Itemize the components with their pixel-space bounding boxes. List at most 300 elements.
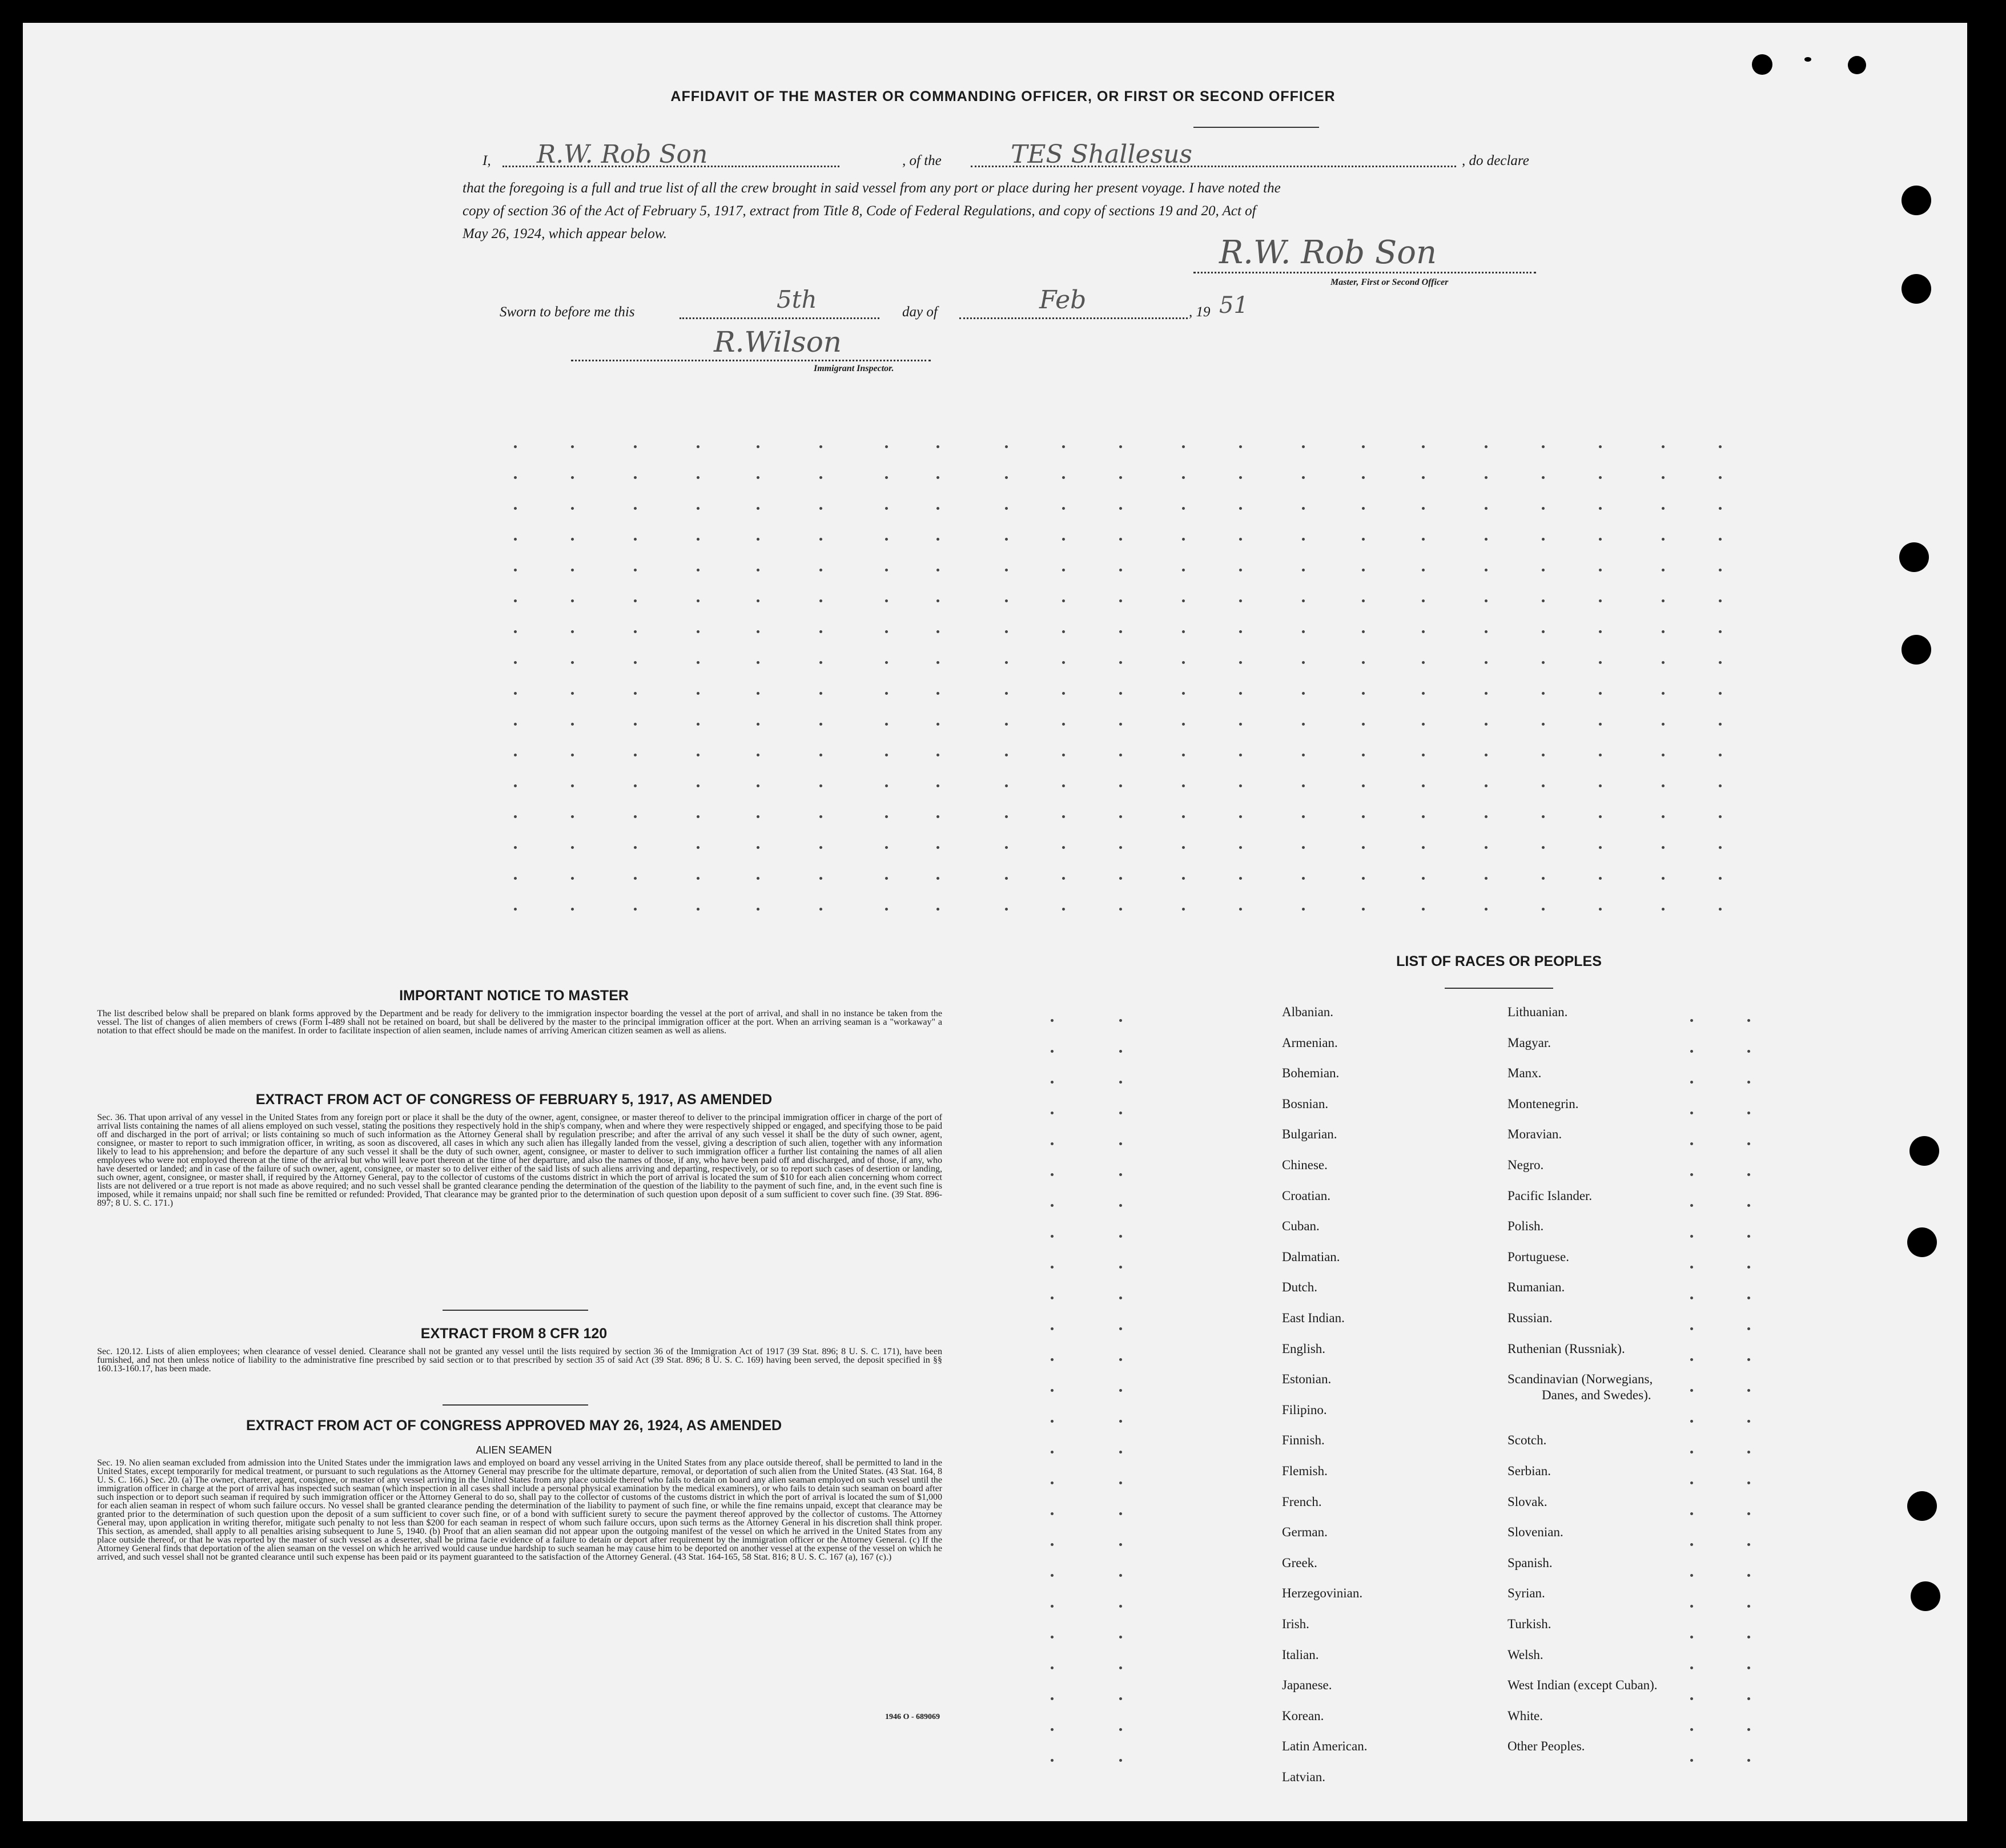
grid-dot — [1719, 908, 1722, 911]
grid-dot — [1690, 1759, 1693, 1762]
grid-dot — [1119, 1358, 1122, 1361]
grid-dot — [936, 877, 939, 880]
grid-dot — [1719, 877, 1722, 880]
grid-dot — [1119, 1543, 1122, 1546]
grid-dot — [1051, 1358, 1054, 1361]
grid-dot — [1062, 784, 1065, 787]
grid-dot — [1051, 1481, 1054, 1484]
grid-dot — [634, 599, 637, 602]
grid-dot — [571, 846, 574, 849]
grid-dot — [1599, 538, 1602, 541]
grid-dot — [514, 877, 517, 880]
races-title: LIST OF RACES OR PEOPLES — [1396, 953, 1602, 969]
master-signature-caption: Master, First or Second Officer — [1330, 277, 1449, 287]
grid-dot — [1182, 877, 1185, 880]
grid-dot — [1119, 1481, 1122, 1484]
grid-dot — [1747, 1235, 1750, 1238]
grid-dot — [1362, 569, 1365, 571]
grid-dot — [1485, 815, 1488, 818]
grid-dot — [1302, 784, 1305, 787]
grid-dot — [634, 538, 637, 541]
grid-dot — [1005, 476, 1008, 479]
race-item: Scotch. — [1507, 1433, 1547, 1448]
grid-dot — [1051, 1697, 1054, 1700]
extract-1924-text: Sec. 19. No alien seaman excluded from admission into the United States under the immigration laws and employed on board any vessel arriving in the United States from any place outside thereof, shall be permitted to land in the United States, except temporarily for medical treatment, or pursuant to such regulations as the Attorney General may prescribe for the ultimate departure, removal, or deportation of such alien from the United States. (43 Stat. 164, 8 U. S. C. 166.) Sec. 20. (a) The owner, charterer, agent, consignee, or master of any vessel arriving in the United States from any place outside thereof who fails to detain on board any alien seaman employed on such vessel until the immigration officer in charge at the port of arrival has inspected such seaman (which inspection in all cases shall include a personal physical examination by the medical examiners), or who fails to detain such seaman on board after such inspection or to deport such seaman if required by such immigration officer or the Attorney General to do so, shall pay to the collector of customs of the customs district in which the port of arrival is located the sum of $1,000 for each alien seaman in respect of whom such failure occurs. No vessel shall be granted clearance pending the determination of the liability to payment of such fine, or while the fine remains unpaid, except that clearance may be granted prior to the determination of such question upon the deposit of a sum sufficient to cover such fine, or of a bond with sufficient surety to secure the payment thereof approved by the collector of customs. The Attorney General may, upon application in writing therefor, mitigate such penalty to not less than $200 for each seaman in respect of whom such failure occurs, upon such terms as the Attorney General in his discretion shall think proper. This section, as amended, shall apply to all penalties arising subsequent to June 5, 1940. (b) Proof that an alien seaman did not appear upon the outgoing manifest of the vessel on which he arrived in the United States from any place outside thereof, or that he was reported by the master of such vessel as a deserter, shall be prima facie evidence of a failure to detain or deport after requirement by the immigration officer or the Attorney General. (c) If the Attorney General finds that deportation of the alien seaman on the vessel on which he arrived would cause undue hardship to such seaman he may cause him to be deported on another vessel at the expense of the vessel on which he arrived, and such vessel shall not be granted clearance until such expense has been paid or its payment guaranteed to the satisfaction of the Attorney General. (43 Stat. 164-165, 58 Stat. 816; 8 U. S. C. 167 (a), 167 (c).) — [97, 1458, 942, 1562]
grid-dot — [697, 815, 700, 818]
grid-dot — [819, 846, 822, 849]
grid-dot — [1422, 661, 1425, 664]
day-of-label: day of — [902, 304, 938, 320]
grid-dot — [1062, 661, 1065, 664]
grid-dot — [514, 754, 517, 756]
grid-dot — [819, 538, 822, 541]
grid-dot — [885, 445, 888, 448]
grid-dot — [1485, 445, 1488, 448]
grid-dot — [1719, 569, 1722, 571]
race-item: Montenegrin. — [1507, 1096, 1579, 1111]
grid-dot — [1599, 877, 1602, 880]
grid-dot — [1362, 877, 1365, 880]
grid-dot — [697, 476, 700, 479]
grid-dot — [1485, 538, 1488, 541]
race-item: Lithuanian. — [1507, 1005, 1568, 1019]
grid-dot — [1119, 661, 1122, 664]
grid-dot — [1051, 1759, 1054, 1762]
grid-dot — [1599, 445, 1602, 448]
grid-dot — [1062, 599, 1065, 602]
grid-dot — [757, 445, 759, 448]
grid-dot — [1302, 630, 1305, 633]
grid-dot — [1062, 630, 1065, 633]
grid-dot — [1662, 569, 1665, 571]
grid-dot — [1485, 754, 1488, 756]
grid-dot — [1182, 723, 1185, 726]
grid-dot — [1005, 815, 1008, 818]
separator — [443, 1404, 588, 1406]
grid-dot — [697, 846, 700, 849]
grid-dot — [697, 754, 700, 756]
grid-dot — [885, 754, 888, 756]
race-item: Russian. — [1507, 1311, 1553, 1325]
race-item: Bohemian. — [1282, 1066, 1340, 1081]
grid-dot — [1119, 1327, 1122, 1330]
grid-dot — [885, 877, 888, 880]
grid-dot — [1182, 569, 1185, 571]
grid-dot — [1239, 538, 1242, 541]
grid-dot — [936, 445, 939, 448]
grid-dot — [1362, 723, 1365, 726]
grid-dot — [634, 507, 637, 510]
grid-dot — [936, 846, 939, 849]
race-item: Korean. — [1282, 1708, 1324, 1723]
grid-dot — [1422, 692, 1425, 695]
grid-dot — [1747, 1204, 1750, 1207]
grid-dot — [571, 630, 574, 633]
grid-dot — [1485, 569, 1488, 571]
grid-dot — [1302, 445, 1305, 448]
grid-dot — [697, 877, 700, 880]
grid-dot — [1005, 754, 1008, 756]
punch-hole — [1907, 1227, 1937, 1257]
grid-dot — [1051, 1297, 1054, 1299]
grid-dot — [1719, 754, 1722, 756]
grid-dot — [1119, 723, 1122, 726]
grid-dot — [1747, 1636, 1750, 1638]
grid-dot — [1302, 476, 1305, 479]
grid-dot — [1542, 569, 1545, 571]
master-signature: R.W. Rob Son — [1219, 234, 1437, 271]
grid-dot — [1690, 1636, 1693, 1638]
grid-dot — [936, 569, 939, 571]
race-item: Flemish. — [1282, 1464, 1328, 1478]
grid-dot — [1747, 1358, 1750, 1361]
extract-1924-subtitle: ALIEN SEAMEN — [476, 1444, 552, 1456]
race-item: White. — [1507, 1708, 1543, 1723]
grid-dot — [571, 723, 574, 726]
grid-dot — [1182, 661, 1185, 664]
grid-dot — [1690, 1142, 1693, 1145]
grid-dot — [1119, 1697, 1122, 1700]
race-item: Pacific Islander. — [1507, 1188, 1593, 1203]
grid-dot — [1599, 476, 1602, 479]
grid-dot — [1119, 538, 1122, 541]
grid-dot — [571, 538, 574, 541]
grid-dot — [1051, 1636, 1054, 1638]
grid-dot — [936, 692, 939, 695]
grid-dot — [819, 661, 822, 664]
grid-dot — [571, 661, 574, 664]
grid-dot — [885, 908, 888, 911]
grid-dot — [571, 569, 574, 571]
grid-dot — [634, 692, 637, 695]
grid-dot — [634, 877, 637, 880]
grid-dot — [885, 630, 888, 633]
grid-dot — [757, 661, 759, 664]
grid-dot — [1747, 1728, 1750, 1731]
grid-dot — [936, 784, 939, 787]
grid-dot — [1422, 784, 1425, 787]
grid-dot — [571, 754, 574, 756]
grid-dot — [634, 723, 637, 726]
grid-dot — [514, 538, 517, 541]
grid-dot — [1422, 723, 1425, 726]
grid-dot — [1422, 599, 1425, 602]
grid-dot — [1119, 1081, 1122, 1084]
grid-dot — [1690, 1297, 1693, 1299]
grid-dot — [697, 692, 700, 695]
year-handwriting: 51 — [1219, 292, 1248, 319]
race-item: Finnish. — [1282, 1433, 1325, 1448]
grid-dot — [757, 784, 759, 787]
grid-dot — [1119, 1636, 1122, 1638]
grid-dot — [1119, 1173, 1122, 1176]
grid-dot — [1239, 445, 1242, 448]
grid-dot — [1662, 784, 1665, 787]
grid-dot — [1005, 507, 1008, 510]
grid-dot — [885, 723, 888, 726]
grid-dot — [697, 630, 700, 633]
race-item: Ruthenian (Russniak). — [1507, 1341, 1625, 1356]
grid-dot — [1051, 1728, 1054, 1731]
grid-dot — [1005, 908, 1008, 911]
grid-dot — [757, 723, 759, 726]
grid-dot — [1690, 1173, 1693, 1176]
grid-dot — [1239, 507, 1242, 510]
grid-dot — [1302, 538, 1305, 541]
grid-dot — [1542, 538, 1545, 541]
grid-dot — [1119, 1389, 1122, 1392]
grid-dot — [1239, 815, 1242, 818]
grid-dot — [1302, 661, 1305, 664]
grid-dot — [1747, 1605, 1750, 1608]
grid-dot — [1119, 1574, 1122, 1577]
grid-dot — [514, 569, 517, 571]
punch-hole — [1902, 274, 1931, 304]
punch-hole — [1902, 186, 1931, 215]
grid-dot — [1719, 815, 1722, 818]
grid-dot — [1005, 630, 1008, 633]
grid-dot — [1182, 692, 1185, 695]
grid-dot — [1062, 476, 1065, 479]
grid-dot — [936, 630, 939, 633]
grid-dot — [1747, 1389, 1750, 1392]
grid-dot — [1051, 1019, 1054, 1022]
punch-hole — [1907, 1491, 1937, 1521]
grid-dot — [1182, 815, 1185, 818]
grid-dot — [1062, 692, 1065, 695]
grid-dot — [1051, 1543, 1054, 1546]
race-item: West Indian (except Cuban). — [1507, 1678, 1658, 1693]
do-declare-label: , do declare — [1462, 153, 1529, 168]
grid-dot — [634, 476, 637, 479]
grid-dot — [1719, 599, 1722, 602]
grid-dot — [1005, 569, 1008, 571]
grid-dot — [819, 445, 822, 448]
grid-dot — [1599, 569, 1602, 571]
grid-dot — [697, 569, 700, 571]
grid-dot — [885, 507, 888, 510]
grid-dot — [634, 445, 637, 448]
grid-dot — [1747, 1266, 1750, 1269]
grid-dot — [1302, 815, 1305, 818]
grid-dot — [1747, 1050, 1750, 1053]
grid-dot — [1542, 476, 1545, 479]
grid-dot — [1239, 754, 1242, 756]
grid-dot — [1747, 1019, 1750, 1022]
grid-dot — [757, 507, 759, 510]
grid-dot — [1119, 507, 1122, 510]
grid-dot — [1119, 1420, 1122, 1423]
year-prefix: , 19 — [1189, 304, 1211, 320]
grid-dot — [1690, 1420, 1693, 1423]
grid-dot — [1362, 476, 1365, 479]
grid-dot — [1051, 1451, 1054, 1454]
grid-dot — [1362, 784, 1365, 787]
race-item: Albanian. — [1282, 1005, 1334, 1019]
grid-dot — [1062, 846, 1065, 849]
grid-dot — [819, 815, 822, 818]
race-item: Japanese. — [1282, 1678, 1332, 1693]
declaration-line-2: copy of section 36 of the Act of February 5, 1917, extract from Title 8, Code of Federal Regulations, and copy of sections 19 and 20, Act of — [463, 203, 1256, 219]
grid-dot — [1182, 908, 1185, 911]
grid-dot — [757, 599, 759, 602]
grid-dot — [1690, 1728, 1693, 1731]
grid-dot — [634, 815, 637, 818]
grid-dot — [1542, 877, 1545, 880]
grid-dot — [1239, 784, 1242, 787]
grid-dot — [757, 754, 759, 756]
grid-dot — [1062, 908, 1065, 911]
grid-dot — [571, 784, 574, 787]
grid-dot — [1422, 877, 1425, 880]
grid-dot — [1239, 846, 1242, 849]
grid-dot — [514, 661, 517, 664]
grid-dot — [1662, 846, 1665, 849]
punch-hole — [1848, 56, 1866, 74]
grid-dot — [1119, 569, 1122, 571]
grid-dot — [1747, 1142, 1750, 1145]
grid-dot — [1362, 754, 1365, 756]
grid-dot — [819, 599, 822, 602]
race-item: Dalmatian. — [1282, 1249, 1340, 1264]
grid-dot — [514, 692, 517, 695]
print-code: 1946 O - 689069 — [885, 1713, 940, 1721]
grid-dot — [1599, 661, 1602, 664]
extract-cfr-text: Sec. 120.12. Lists of alien employees; when clearance of vessel denied. Clearance shall not be granted any vessel until the lists required by section 36 of the Immigration Act of 1917 (39 Stat. 896; 8 U. S. C. 171), have been furnished, and not then unless notice of liability to the administrative fine prescribed by said section or to that prescribed by section 35 of said Act (39 Stat. 896; 8 U. S. C. 169) having been served, the deposit specified in §§ 160.13-160.17, has been made. — [97, 1347, 942, 1374]
grid-dot — [1005, 661, 1008, 664]
grid-dot — [1119, 1728, 1122, 1731]
extract-1917-title: EXTRACT FROM ACT OF CONGRESS OF FEBRUARY 5, 1917, AS AMENDED — [255, 1092, 773, 1108]
grid-dot — [1119, 1050, 1122, 1053]
race-item: Dutch. — [1282, 1280, 1317, 1295]
grid-dot — [1422, 754, 1425, 756]
grid-dot — [1119, 1204, 1122, 1207]
grid-dot — [571, 908, 574, 911]
grid-dot — [1062, 507, 1065, 510]
grid-dot — [1119, 1235, 1122, 1238]
race-item: Moravian. — [1507, 1127, 1562, 1142]
grid-dot — [936, 908, 939, 911]
grid-dot — [514, 599, 517, 602]
grid-dot — [1599, 908, 1602, 911]
grid-dot — [1119, 692, 1122, 695]
grid-dot — [1422, 908, 1425, 911]
grid-dot — [571, 599, 574, 602]
grid-dot — [1599, 692, 1602, 695]
grid-dot — [1599, 630, 1602, 633]
grid-dot — [634, 569, 637, 571]
grid-dot — [757, 815, 759, 818]
race-item: Danes, and Swedes). — [1542, 1388, 1651, 1403]
declaration-line-1: that the foregoing is a full and true list of all the crew brought in said vessel from any port or place during her present voyage. I have noted the — [463, 180, 1281, 196]
grid-dot — [1362, 630, 1365, 633]
grid-dot — [1119, 815, 1122, 818]
grid-dot — [1062, 815, 1065, 818]
punch-hole — [1899, 542, 1929, 572]
grid-dot — [1362, 815, 1365, 818]
sworn-label: Sworn to before me this — [500, 304, 635, 320]
race-item: Bosnian. — [1282, 1096, 1329, 1111]
grid-dot — [1542, 754, 1545, 756]
grid-dot — [1542, 630, 1545, 633]
grid-dot — [1599, 784, 1602, 787]
grid-dot — [1051, 1327, 1054, 1330]
grid-dot — [1422, 630, 1425, 633]
grid-dot — [885, 538, 888, 541]
grid-dot — [757, 630, 759, 633]
grid-dot — [571, 877, 574, 880]
race-item: Cuban. — [1282, 1219, 1320, 1234]
grid-dot — [1422, 846, 1425, 849]
punch-hole — [1911, 1581, 1940, 1611]
grid-dot — [819, 754, 822, 756]
punch-hole — [1752, 54, 1772, 75]
grid-dot — [757, 877, 759, 880]
grid-dot — [1362, 908, 1365, 911]
grid-dot — [1182, 538, 1185, 541]
grid-dot — [1119, 1266, 1122, 1269]
race-item: English. — [1282, 1341, 1326, 1356]
grid-dot — [1542, 723, 1545, 726]
grid-dot — [1062, 723, 1065, 726]
grid-dot — [571, 815, 574, 818]
grid-dot — [1239, 599, 1242, 602]
grid-dot — [1662, 630, 1665, 633]
separator — [443, 1310, 588, 1311]
grid-dot — [1662, 661, 1665, 664]
grid-dot — [1182, 630, 1185, 633]
grid-dot — [697, 784, 700, 787]
grid-dot — [1662, 877, 1665, 880]
grid-dot — [1422, 815, 1425, 818]
grid-dot — [1062, 877, 1065, 880]
grid-dot — [1302, 723, 1305, 726]
race-item: Filipino. — [1282, 1402, 1327, 1417]
race-item: East Indian. — [1282, 1311, 1345, 1325]
grid-dot — [1119, 1112, 1122, 1114]
extract-1924-title: EXTRACT FROM ACT OF CONGRESS APPROVED MAY 26, 1924, AS AMENDED — [246, 1418, 782, 1434]
grid-dot — [1062, 445, 1065, 448]
grid-dot — [936, 723, 939, 726]
grid-dot — [1747, 1512, 1750, 1515]
grid-dot — [1062, 538, 1065, 541]
grid-dot — [1542, 784, 1545, 787]
grid-dot — [1422, 569, 1425, 571]
grid-dot — [697, 507, 700, 510]
grid-dot — [1051, 1574, 1054, 1577]
grid-dot — [1662, 476, 1665, 479]
affidavit-title: AFFIDAVIT OF THE MASTER OR COMMANDING OFFICER, OR FIRST OR SECOND OFFICER — [670, 88, 1336, 104]
grid-dot — [1542, 445, 1545, 448]
grid-dot — [936, 599, 939, 602]
grid-dot — [757, 692, 759, 695]
grid-dot — [1005, 538, 1008, 541]
grid-dot — [1485, 877, 1488, 880]
grid-dot — [1747, 1759, 1750, 1762]
grid-dot — [819, 784, 822, 787]
grid-dot — [1662, 538, 1665, 541]
race-item: Scandinavian (Norwegians, — [1507, 1372, 1653, 1387]
grid-dot — [1422, 507, 1425, 510]
grid-dot — [514, 784, 517, 787]
grid-dot — [1690, 1574, 1693, 1577]
grid-dot — [1119, 476, 1122, 479]
grid-dot — [634, 754, 637, 756]
race-item: Latvian. — [1282, 1770, 1325, 1784]
grid-dot — [571, 445, 574, 448]
grid-dot — [514, 630, 517, 633]
grid-dot — [1062, 754, 1065, 756]
